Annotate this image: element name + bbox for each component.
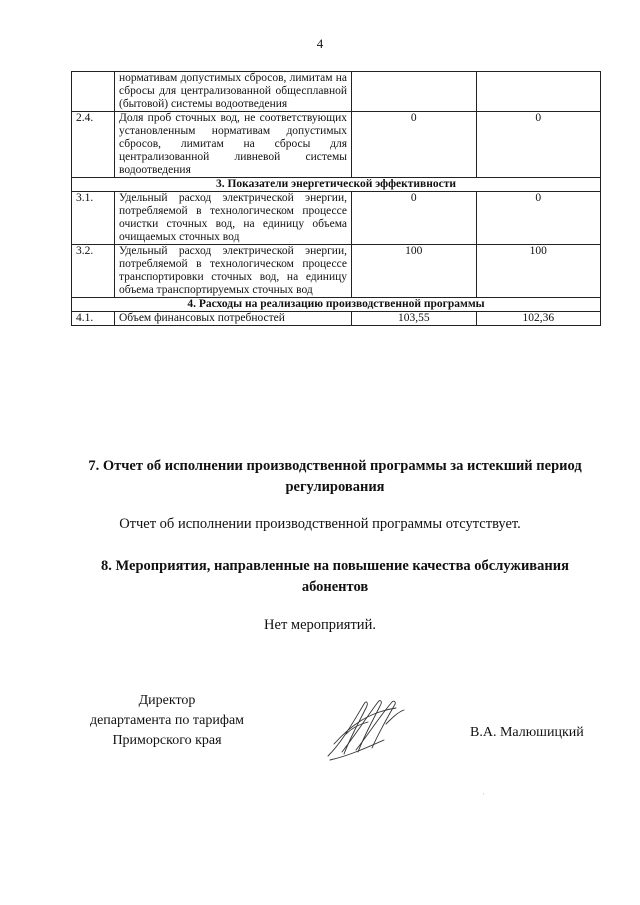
section-7-text: Отчет об исполнении производственной программы отсутствует. [119, 516, 521, 532]
row-value-2 [476, 72, 601, 112]
row-value-1: 0 [352, 112, 477, 178]
row-number: 4.1. [72, 312, 115, 326]
section-8-heading: 8. Мероприятия, направленные на повышение качества обслуживания абонентов [101, 558, 569, 595]
signatory-name: В.А. Малюшицкий [470, 725, 584, 740]
row-value-2: 0 [476, 112, 601, 178]
row-number: 3.1. [72, 192, 115, 245]
row-value-1 [352, 72, 477, 112]
row-description: Удельный расход электрической энергии, потребляемой в технологическом процессе транспортировки сточных вод, на единицу объема транспортируемых сточных вод [115, 245, 352, 298]
handwritten-signature-icon [322, 694, 417, 766]
row-number: 2.4. [72, 112, 115, 178]
page-number: 4 [316, 36, 324, 51]
row-value-2: 0 [476, 192, 601, 245]
section-8-text: Нет мероприятий. [264, 617, 376, 633]
row-description: нормативам допустимых сбросов, лимитам на сбросы для централизованной общесплавной (бытовой) системы водоотведения [115, 72, 352, 112]
signatory-title [62, 691, 272, 751]
section-title: 3. Показатели энергетической эффективности [72, 178, 601, 192]
table-row [72, 112, 601, 178]
indicators-table [71, 71, 601, 326]
scan-artifact: · [482, 789, 485, 799]
signatory-position: Директор [138, 693, 196, 708]
row-description: Объем финансовых потребностей [115, 312, 352, 326]
table-row [72, 312, 601, 326]
table-section-row [72, 298, 601, 312]
row-description: Доля проб сточных вод, не соответствующих установленным нормативам допустимых сбросов, лимитам на сбросы для централизованной ливневой системы водоотведения [115, 112, 352, 178]
row-value-2: 102,36 [476, 312, 601, 326]
table-row [72, 72, 601, 112]
row-value-1: 103,55 [352, 312, 477, 326]
section-7-heading: 7. Отчет об исполнении производственной программы за истекший период регулирования [88, 458, 582, 495]
row-number [72, 72, 115, 112]
row-value-1: 100 [352, 245, 477, 298]
row-value-1: 0 [352, 192, 477, 245]
section-title: 4. Расходы на реализацию производственной программы [72, 298, 601, 312]
row-number: 3.2. [72, 245, 115, 298]
signatory-department: департамента по тарифам [89, 713, 245, 728]
signatory-region: Приморского края [112, 733, 222, 748]
row-value-2: 100 [476, 245, 601, 298]
table-row [72, 192, 601, 245]
row-description: Удельный расход электрической энергии, потребляемой в технологическом процессе очистки сточных вод, на единицу объема очищаемых сточных вод [115, 192, 352, 245]
table-row [72, 245, 601, 298]
table-section-row [72, 178, 601, 192]
